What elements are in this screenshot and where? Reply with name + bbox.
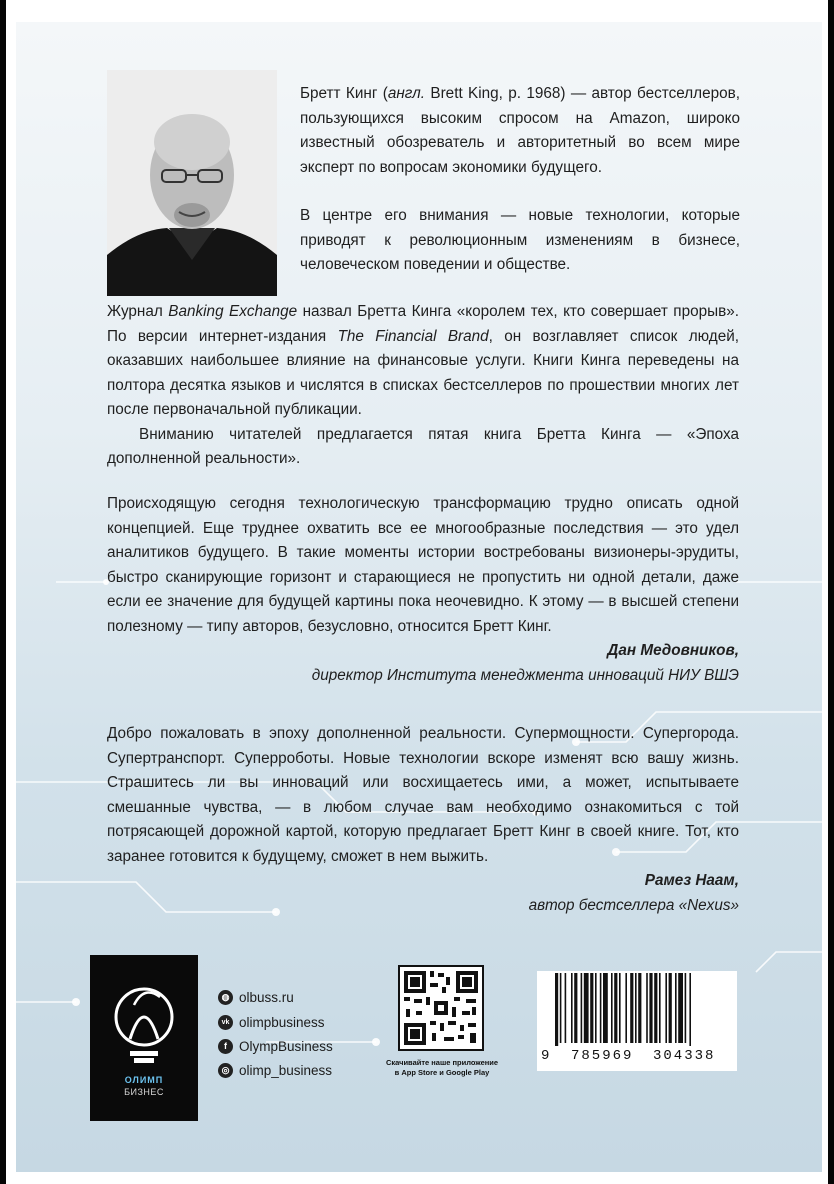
publisher-subtitle: БИЗНЕС (124, 1087, 164, 1097)
barcode-bar (649, 973, 652, 1043)
qr-caption-line-1: Скачивайте наше приложение (385, 1058, 499, 1067)
publisher-logo (90, 955, 198, 1121)
quote-1-role: директор Института менеджмента инноваций НИУ ВШЭ (311, 666, 739, 684)
barcode-bar (584, 973, 589, 1043)
barcode-bar (560, 973, 562, 1043)
right-edge-bar (828, 0, 834, 1184)
barcode-bar (685, 973, 687, 1043)
barcode-bar (603, 973, 608, 1043)
barcode-bar (678, 973, 683, 1043)
barcode-bar (689, 973, 691, 1046)
barcode-bar (614, 973, 617, 1043)
barcode-bar (635, 973, 637, 1043)
quote-2-author: Рамез Наам, (644, 872, 739, 889)
barcode-bar (611, 973, 613, 1043)
qr-code-image (400, 967, 482, 1049)
about-author (107, 300, 739, 472)
globe-icon: ◍ (218, 990, 233, 1005)
barcode-bars (537, 971, 737, 1046)
barcode-bar (600, 973, 602, 1043)
social-link-site[interactable]: ◍ olbuss.ru (218, 989, 294, 1005)
olimp-emblem-icon (90, 955, 198, 1075)
barcode-bar (595, 973, 597, 1043)
social-link-vk[interactable]: vk olimpbusiness (218, 1014, 325, 1030)
barcode-bar (625, 973, 627, 1043)
instagram-icon: ◎ (218, 1063, 233, 1078)
author-intro-paragraph-2: В центре его внимания — новые технологии, которые приводят к революционным изменениям в бизнесе, человеческом поведении и обществе. (300, 207, 740, 273)
social-link-instagram[interactable]: ◎ olimp_business (218, 1062, 332, 1078)
barcode-bar (659, 973, 661, 1043)
left-edge-bar (0, 0, 6, 1184)
barcode-bar (590, 973, 593, 1043)
facebook-icon: f (218, 1039, 233, 1054)
about-paragraph-1: Журнал Banking Exchange назвал Бретта Кинга «королем тех, кто совершает прорыв». По версии интернет-издания The Financial Brand, он возглавляет список людей, оказавших наибольшее влияние на финансовые услуги. Книги Кинга переведены на полтора десятка языков и числятся в списках бестселлеров по прошествии многих лет после первоначальной публикации. (107, 303, 739, 418)
barcode-bar (665, 973, 667, 1043)
barcode-bar (565, 973, 567, 1043)
barcode-bar (581, 973, 583, 1043)
barcode-bar (638, 973, 641, 1043)
quote-2-text: Добро пожаловать в эпоху дополненной реальности. Супермощности. Супергорода. Супертранспорт. Суперроботы. Новые технологии вскоре изменят всю вашу жизнь. Страшитесь ли вы инноваций или восхищаетесь ими, а может, испытываете смешанные чувства, — в любом случае вам необходимо ознакомиться с той потрясающей дорожной картой, которую предлагает Бретт Кинг в своей книге. Тот, кто заранее готовится к будущему, сможет в нем выжить. (107, 725, 739, 865)
author-intro (300, 82, 740, 278)
about-paragraph-2: Вниманию читателей предлагается пятая книга Бретта Кинга — «Эпоха дополненной реальности». (107, 425, 739, 467)
qr-caption (374, 1058, 510, 1078)
barcode-digit-group-1: 785969 (571, 1048, 634, 1064)
barcode-bar (654, 973, 657, 1043)
barcode-bar (619, 973, 621, 1043)
barcode-bar (571, 973, 573, 1043)
quote-2-role: автор бестселлера «Nexus» (528, 896, 739, 914)
quote-1-author: Дан Медовников, (607, 642, 739, 659)
barcode-bar (574, 973, 577, 1043)
author-portrait-image (107, 70, 277, 296)
quote-1-text: Происходящую сегодня технологическую трансформацию трудно описать одной концепцией. Еще труднее охватить все ее многообразные последствия — это удел аналитиков будущего. В такие моменты истории востребованы визионеры-эрудиты, быстро сканирующие горизонт и старающиеся не пропустить ни одной детали, даже если ее значение для будущей картины пока неочевидно. К этому — в высшей степени полезному — типу авторов, безусловно, относится Бретт Кинг. (107, 495, 739, 635)
qr-code[interactable] (398, 965, 484, 1051)
qr-caption-line-2: в App Store и Google Play (394, 1068, 490, 1077)
author-photo (107, 70, 277, 296)
barcode-bar (669, 973, 672, 1043)
review-quote-1 (107, 492, 739, 688)
barcode-bar (555, 973, 558, 1046)
author-intro-paragraph-1: Бретт Кинг (англ. Brett King, р. 1968) — автор бестселлеров, пользующихся высоким спросом на Amazon, широко известный обозреватель и авторитетный во всем мире эксперт по вопросам экономики будущего. (300, 85, 740, 176)
review-quote-2 (107, 722, 739, 918)
barcode-bar (646, 973, 648, 1043)
barcode-bar (630, 973, 633, 1043)
barcode-bar (675, 973, 677, 1043)
vk-icon: vk (218, 1015, 233, 1030)
barcode-digit-prefix: 9 (541, 1048, 550, 1064)
barcode-digit-group-2: 304338 (653, 1048, 716, 1064)
publisher-name: ОЛИМП (124, 1075, 164, 1085)
social-link-facebook[interactable]: f OlympBusiness (218, 1038, 333, 1054)
